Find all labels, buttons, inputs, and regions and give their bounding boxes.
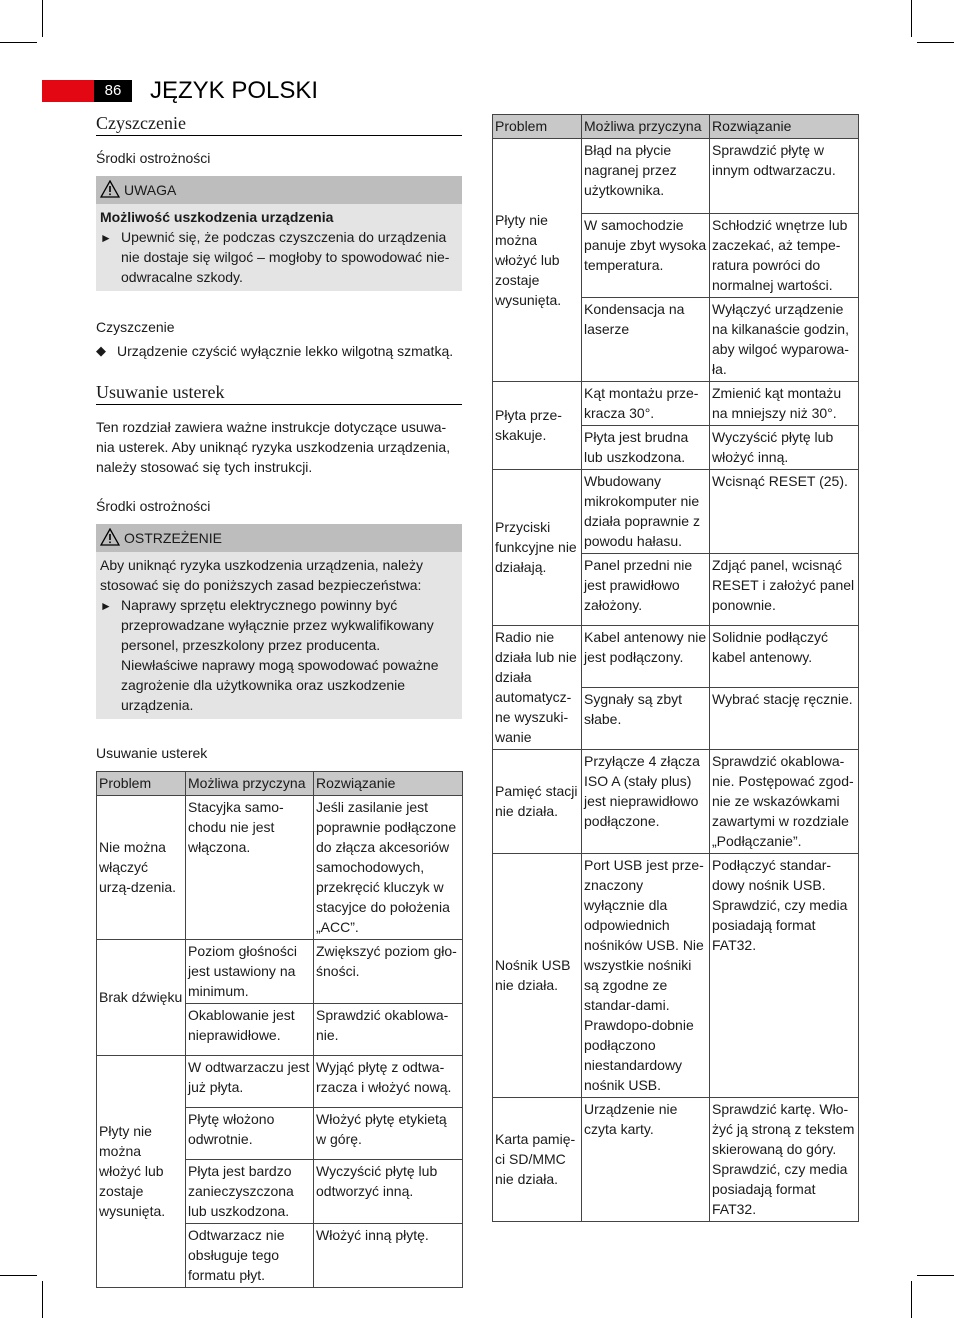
table-row <box>493 854 859 1098</box>
section-heading-cleaning: Czyszczenie <box>96 112 462 136</box>
cause-cell: Urządzenie nie czyta karty. <box>582 1098 710 1222</box>
problem-cell: Brak dźwięku <box>97 940 186 1056</box>
problem-cell: Pamięć stacji nie działa. <box>493 750 582 854</box>
table-row <box>493 470 859 554</box>
caution-label: UWAGA <box>124 182 177 198</box>
solution-cell: Zmienić kąt montażu na mniejszy niż 30°. <box>710 382 859 426</box>
table-row <box>97 940 463 1004</box>
header-accent-bar <box>42 80 94 102</box>
column-header-problem: Problem <box>493 115 582 139</box>
cause-cell: Odtwarzacz nie obsługuje tego formatu płyt. <box>186 1224 314 1288</box>
warning-triangle-icon <box>100 180 120 198</box>
cause-cell: Kondensacja na laserze <box>582 298 710 382</box>
cause-cell: Panel przedni nie jest prawidłowo założony. <box>582 554 710 626</box>
troubleshooting-intro: Ten rozdział zawiera ważne instrukcje dotyczące usuwa-nia usterek. Aby uniknąć ryzyka uszkodzenia urządzenia, należy stosować się tych instrukcji. <box>96 419 451 475</box>
solution-cell: Wyjąć płytę z odtwa-rzacza i włożyć nową. <box>314 1056 463 1108</box>
solution-cell: Wybrać stację ręcznie. <box>710 688 859 750</box>
arrow-bullet-icon: ► <box>100 599 112 613</box>
table-row <box>493 750 859 854</box>
column-header-cause: Możliwa przyczyna <box>582 115 710 139</box>
diamond-bullet-icon: ◆ <box>96 343 106 358</box>
solution-cell: Zdjąć panel, wcisnąć RESET i założyć panel ponownie. <box>710 554 859 626</box>
solution-cell: Jeśli zasilanie jest poprawnie podłączone do złącza akcesoriów samochodowych, przekręcić kluczyk w stacyjce do położenia „ACC”. <box>314 796 463 940</box>
solution-cell: Włożyć inną płytę. <box>314 1224 463 1288</box>
caution-header <box>96 176 462 204</box>
troubleshooting-table-label: Usuwanie usterek <box>96 745 208 761</box>
problem-cell: Płyty nie można włożyć lub zostaje wysunięta. <box>97 1056 186 1288</box>
cause-cell: Płyta jest brudna lub uszkodzona. <box>582 426 710 470</box>
cause-cell: Port USB jest prze-znaczony wyłącznie dla odpowiednich nośników USB. Nie wszystkie nośniki są zgodne ze standar-dami. Prawdopo-dobnie podłączono niestandardowy nośnik USB. <box>582 854 710 1098</box>
warning-text: Aby uniknąć ryzyka uszkodzenia urządzenia, należy stosować się do poniższych zasad bezpieczeństwa: <box>100 557 423 593</box>
column-header-cause: Możliwa przyczyna <box>186 772 314 796</box>
cause-cell: Błąd na płycie nagranej przez użytkownika. <box>582 139 710 214</box>
warning-triangle-icon <box>100 528 120 546</box>
cleaning-bullet: ◆ Urządzenie czyścić wyłącznie lekko wilgotną szmatką. <box>96 343 454 359</box>
cause-cell: Płyta jest bardzo zanieczyszczona lub uszkodzona. <box>186 1160 314 1224</box>
crop-mark <box>0 42 37 43</box>
table-row <box>493 382 859 426</box>
cause-cell: Kąt montażu prze-kracza 30°. <box>582 382 710 426</box>
solution-cell: Wcisnąć RESET (25). <box>710 470 859 554</box>
problem-cell: Nośnik USB nie działa. <box>493 854 582 1098</box>
precautions-label: Środki ostrożności <box>96 150 211 166</box>
warning-box <box>96 524 462 719</box>
solution-cell: Zwiększyć poziom gło-śności. <box>314 940 463 1004</box>
crop-mark <box>917 1275 954 1276</box>
cause-cell: Poziom głośności jest ustawiony na minimum. <box>186 940 314 1004</box>
page-title: JĘZYK POLSKI <box>150 77 319 104</box>
cause-cell: Stacyjka samo-chodu nie jest włączona. <box>186 796 314 940</box>
solution-cell: Podłączyć standar-dowy nośnik USB. Sprawdzić, czy media posiadają format FAT32. <box>710 854 859 1098</box>
cause-cell: Płytę włożono odwrotnie. <box>186 1108 314 1160</box>
table-row <box>493 626 859 688</box>
warning-header <box>96 524 462 552</box>
section-heading-troubleshooting: Usuwanie usterek <box>96 381 462 405</box>
problem-cell: Płyty nie można włożyć lub zostaje wysunięta. <box>493 139 582 382</box>
table-row <box>493 1098 859 1222</box>
crop-mark <box>911 0 912 37</box>
cleaning-subheading: Czyszczenie <box>96 319 175 335</box>
table-row <box>97 796 463 940</box>
solution-cell: Sprawdzić płytę w innym odtwarzaczu. <box>710 139 859 214</box>
crop-mark <box>0 1275 37 1276</box>
table-row <box>97 1056 463 1108</box>
warning-item: ► Naprawy sprzętu elektrycznego powinny być przeprowadzane wyłącznie przez wykwalifikowany personel, przeszkolony przez producenta. Niewłaściwe naprawy mogą spowodować poważne zagrożenie dla użytkownika oraz uszkodzenie urządzenia. <box>100 597 439 713</box>
solution-cell: Włożyć płytę etykietą w górę. <box>314 1108 463 1160</box>
troubleshooting-table-left <box>96 771 463 1288</box>
cause-cell: W samochodzie panuje zbyt wysoka temperatura. <box>582 214 710 298</box>
column-header-problem: Problem <box>97 772 186 796</box>
right-column <box>492 114 858 1222</box>
solution-cell: Sprawdzić okablowa-nie. <box>314 1004 463 1056</box>
solution-cell: Wyłączyć urządzenie na kilkanaście godzin, aby wilgoć wyparowa-ła. <box>710 298 859 382</box>
column-header-solution: Rozwiązanie <box>314 772 463 796</box>
table-row <box>493 139 859 214</box>
arrow-bullet-icon: ► <box>100 231 112 245</box>
solution-cell: Wyczyścić płytę lub włożyć inną. <box>710 426 859 470</box>
caution-box <box>96 176 462 291</box>
left-column <box>96 112 462 1288</box>
crop-mark <box>917 42 954 43</box>
cause-cell: Przyłącze 4 złącza ISO A (stały plus) jest nieprawidłowo podłączone. <box>582 750 710 854</box>
solution-cell: Sprawdzić kartę. Wło-żyć ją stroną z tekstem skierowaną do góry. Sprawdzić, czy media posiadają format FAT32. <box>710 1098 859 1222</box>
cause-cell: Kabel antenowy nie jest podłączony. <box>582 626 710 688</box>
problem-cell: Karta pamię-ci SD/MMC nie działa. <box>493 1098 582 1222</box>
problem-cell: Przyciski funkcyjne nie działają. <box>493 470 582 626</box>
cause-cell: Okablowanie jest nieprawidłowe. <box>186 1004 314 1056</box>
precautions-label-2: Środki ostrożności <box>96 498 211 514</box>
crop-mark <box>42 0 43 37</box>
problem-cell: Płyta prze-skakuje. <box>493 382 582 470</box>
troubleshooting-table-right <box>492 114 859 1222</box>
warning-label: OSTRZEŻENIE <box>124 530 223 546</box>
solution-cell: Solidnie podłączyć kabel antenowy. <box>710 626 859 688</box>
cause-cell: Sygnały są zbyt słabe. <box>582 688 710 750</box>
cause-cell: W odtwarzaczu jest już płyta. <box>186 1056 314 1108</box>
column-header-solution: Rozwiązanie <box>710 115 859 139</box>
problem-cell: Nie można włączyć urzą-dzenia. <box>97 796 186 940</box>
problem-cell: Radio nie działa lub nie działa automatycz-ne wyszuki-wanie <box>493 626 582 750</box>
crop-mark <box>42 1281 43 1318</box>
crop-mark <box>911 1281 912 1318</box>
caution-subtitle: Możliwość uszkodzenia urządzenia <box>100 209 334 225</box>
cause-cell: Wbudowany mikrokomputer nie działa poprawnie z powodu hałasu. <box>582 470 710 554</box>
caution-item: ► Upewnić się, że podczas czyszczenia do urządzenia nie dostaje się wilgoć – mogłoby to spowodować nie-odwracalne szkody. <box>100 229 450 285</box>
solution-cell: Wyczyścić płytę lub odtworzyć inną. <box>314 1160 463 1224</box>
page-number: 86 <box>94 80 132 102</box>
solution-cell: Schłodzić wnętrze lub zaczekać, aż tempe-ratura powróci do normalnej wartości. <box>710 214 859 298</box>
solution-cell: Sprawdzić okablowa-nie. Postępować zgod-nie ze wskazówkami zawartymi w rozdziale „Podłączanie”. <box>710 750 859 854</box>
